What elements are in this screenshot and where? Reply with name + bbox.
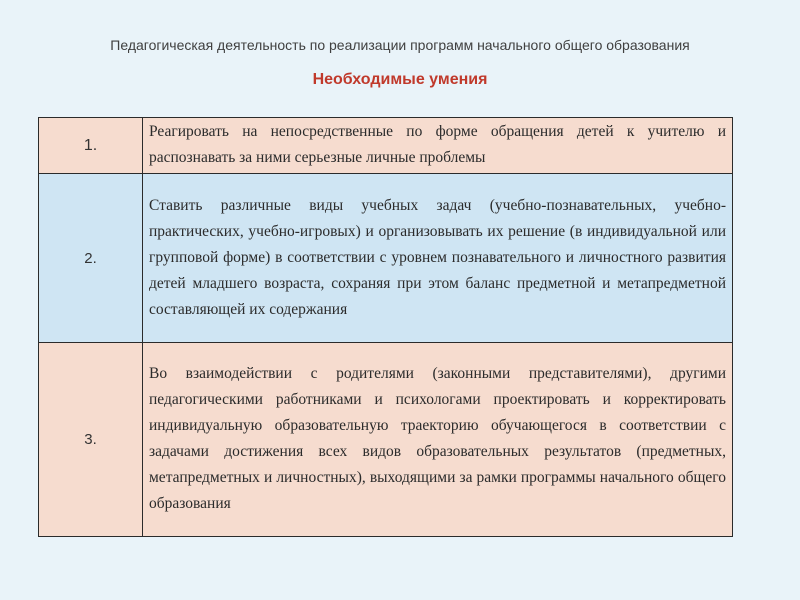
skills-table xyxy=(38,117,733,537)
table-row xyxy=(39,343,733,537)
row-number: 3. xyxy=(39,343,143,537)
row-text: Ставить различные виды учебных задач (учебно-познавательных, учебно-практических, учебно-игровых) и организовывать их решение (в индивидуальной или групповой форме) в соответствии с уровнем познавательного и личностного развития детей младшего возраста, сохраняя при этом баланс предметной и метапредметной составляющей их содержания xyxy=(143,174,733,343)
row-number: 1. xyxy=(39,118,143,174)
table-row xyxy=(39,118,733,174)
row-text: Во взаимодействии с родителями (законными представителями), другими педагогическими работниками и психологами проектировать и корректировать индивидуальную образовательную траекторию обучающегося в соответствии с задачами достижения всех видов образовательных результатов (предметных, метапредметных и личностных), выходящими за рамки программы начального общего образования xyxy=(143,343,733,537)
table-row xyxy=(39,174,733,343)
row-text: Реагировать на непосредственные по форме обращения детей к учителю и распознавать за ними серьезные личные проблемы xyxy=(143,118,733,174)
slide-subtitle: Необходимые умения xyxy=(312,71,488,88)
row-number: 2. xyxy=(39,174,143,343)
slide-title: Педагогическая деятельность по реализации программ начального общего образования xyxy=(110,37,690,53)
